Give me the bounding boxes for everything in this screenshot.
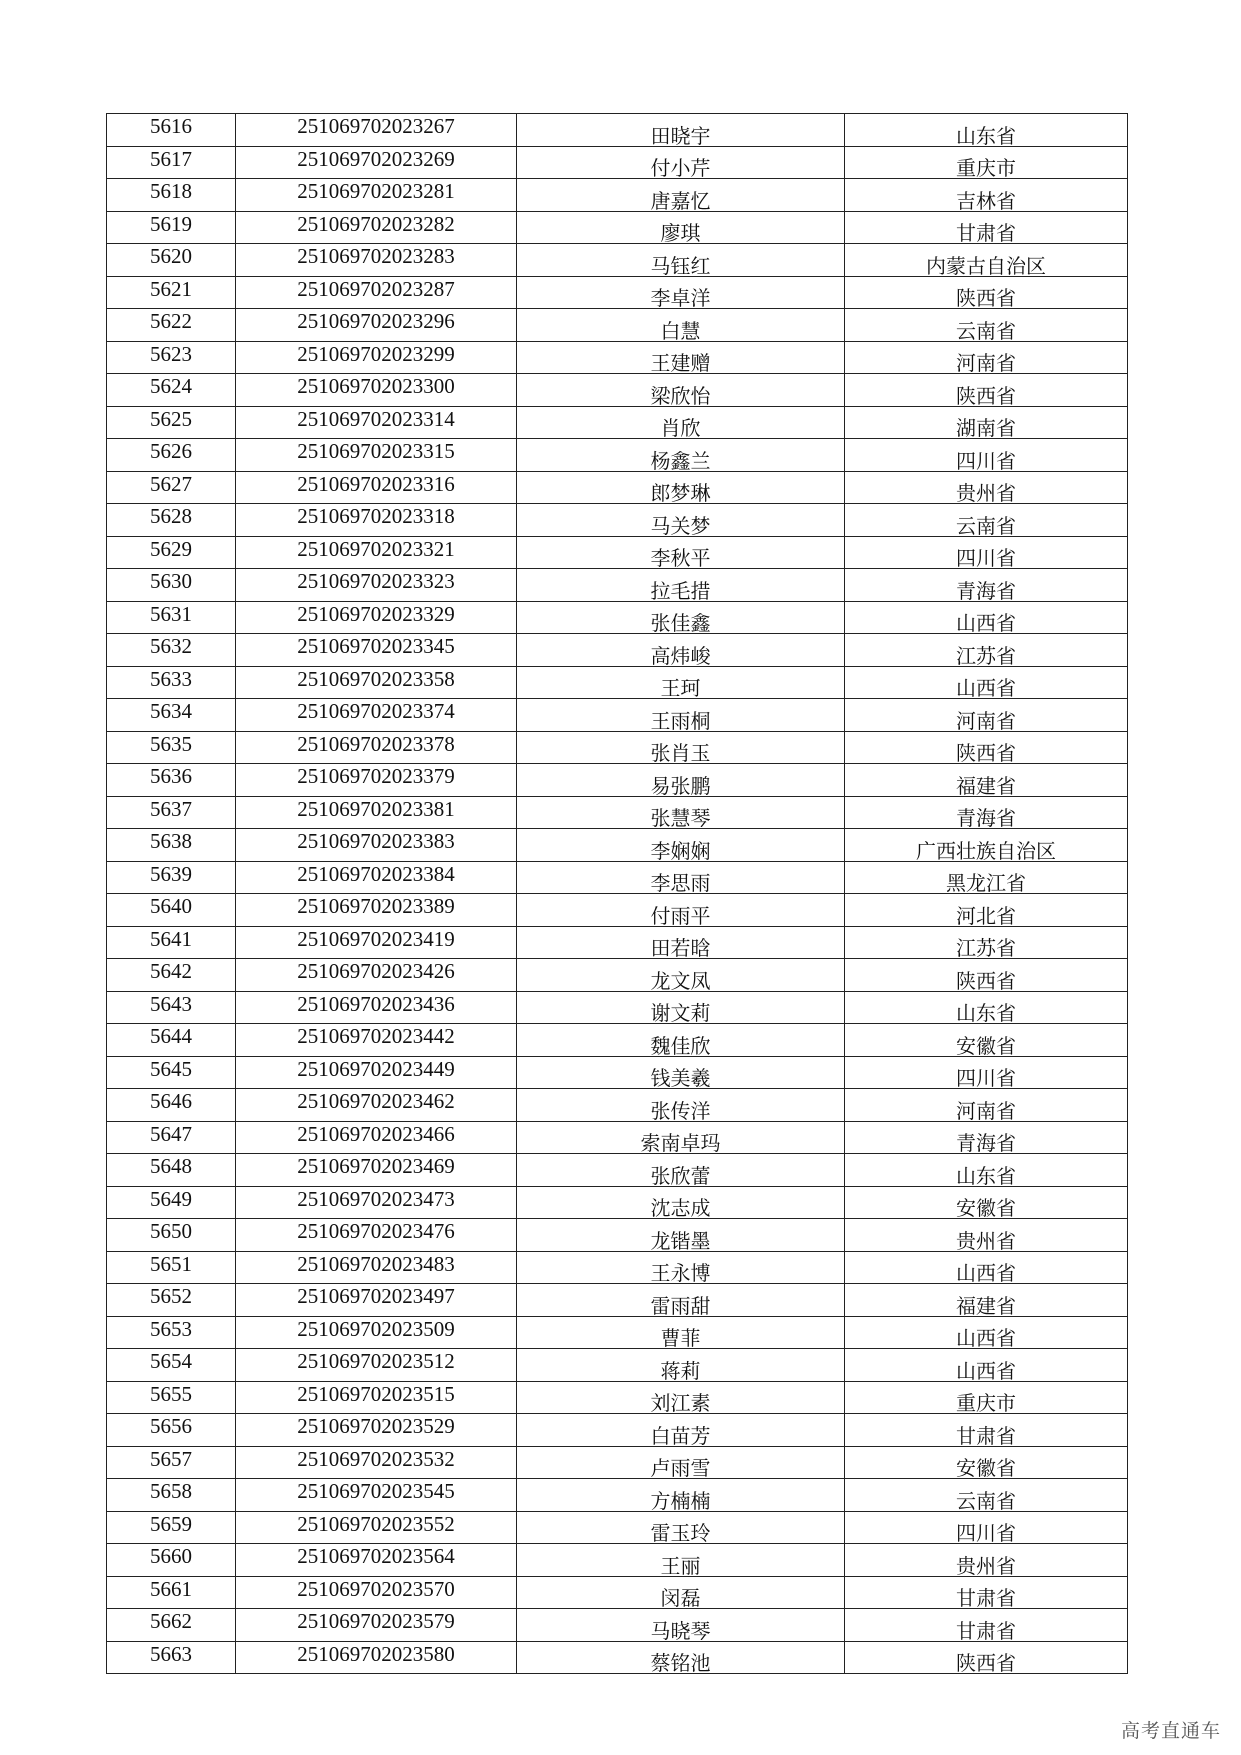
table-row — [107, 1641, 1128, 1674]
candidate-id-cell: 251069702023545 — [236, 1479, 517, 1512]
region-cell: 江苏省 — [845, 926, 1128, 959]
roster-table — [106, 113, 1128, 1674]
table-row — [107, 1056, 1128, 1089]
candidate-id-cell: 251069702023473 — [236, 1186, 517, 1219]
table-row — [107, 1349, 1128, 1382]
row-number-cell: 5662 — [107, 1609, 236, 1642]
candidate-id-cell: 251069702023287 — [236, 276, 517, 309]
candidate-id-cell: 251069702023358 — [236, 666, 517, 699]
table-row — [107, 959, 1128, 992]
table-row — [107, 1284, 1128, 1317]
region-cell: 内蒙古自治区 — [845, 244, 1128, 277]
candidate-id-cell: 251069702023462 — [236, 1089, 517, 1122]
region-cell: 山西省 — [845, 1316, 1128, 1349]
roster-table-body — [107, 114, 1128, 1674]
name-cell: 田若晗 — [517, 926, 845, 959]
candidate-id-cell: 251069702023466 — [236, 1121, 517, 1154]
table-row — [107, 764, 1128, 797]
region-cell: 安徽省 — [845, 1186, 1128, 1219]
name-cell: 李秋平 — [517, 536, 845, 569]
table-row — [107, 374, 1128, 407]
candidate-id-cell: 251069702023579 — [236, 1609, 517, 1642]
row-number-cell: 5642 — [107, 959, 236, 992]
candidate-id-cell: 251069702023442 — [236, 1024, 517, 1057]
name-cell: 闵磊 — [517, 1576, 845, 1609]
candidate-id-cell: 251069702023570 — [236, 1576, 517, 1609]
row-number-cell: 5645 — [107, 1056, 236, 1089]
region-cell: 黑龙江省 — [845, 861, 1128, 894]
region-cell: 云南省 — [845, 1479, 1128, 1512]
row-number-cell: 5628 — [107, 504, 236, 537]
row-number-cell: 5651 — [107, 1251, 236, 1284]
region-cell: 重庆市 — [845, 1381, 1128, 1414]
region-cell: 四川省 — [845, 439, 1128, 472]
row-number-cell: 5627 — [107, 471, 236, 504]
candidate-id-cell: 251069702023283 — [236, 244, 517, 277]
region-cell: 四川省 — [845, 536, 1128, 569]
table-row — [107, 601, 1128, 634]
candidate-id-cell: 251069702023426 — [236, 959, 517, 992]
row-number-cell: 5629 — [107, 536, 236, 569]
table-row — [107, 179, 1128, 212]
region-cell: 山东省 — [845, 1154, 1128, 1187]
row-number-cell: 5643 — [107, 991, 236, 1024]
candidate-id-cell: 251069702023296 — [236, 309, 517, 342]
region-cell: 四川省 — [845, 1056, 1128, 1089]
name-cell: 付雨平 — [517, 894, 845, 927]
name-cell: 蔡铭池 — [517, 1641, 845, 1674]
region-cell: 河南省 — [845, 1089, 1128, 1122]
row-number-cell: 5620 — [107, 244, 236, 277]
row-number-cell: 5656 — [107, 1414, 236, 1447]
name-cell: 张肖玉 — [517, 731, 845, 764]
table-row — [107, 504, 1128, 537]
row-number-cell: 5621 — [107, 276, 236, 309]
name-cell: 雷雨甜 — [517, 1284, 845, 1317]
region-cell: 贵州省 — [845, 1219, 1128, 1252]
row-number-cell: 5653 — [107, 1316, 236, 1349]
region-cell: 四川省 — [845, 1511, 1128, 1544]
candidate-id-cell: 251069702023318 — [236, 504, 517, 537]
table-row — [107, 309, 1128, 342]
table-row — [107, 1316, 1128, 1349]
name-cell: 付小芹 — [517, 146, 845, 179]
row-number-cell: 5622 — [107, 309, 236, 342]
row-number-cell: 5658 — [107, 1479, 236, 1512]
row-number-cell: 5638 — [107, 829, 236, 862]
row-number-cell: 5652 — [107, 1284, 236, 1317]
region-cell: 贵州省 — [845, 471, 1128, 504]
table-row — [107, 114, 1128, 147]
candidate-id-cell: 251069702023374 — [236, 699, 517, 732]
row-number-cell: 5650 — [107, 1219, 236, 1252]
candidate-id-cell: 251069702023419 — [236, 926, 517, 959]
region-cell: 山西省 — [845, 666, 1128, 699]
table-row — [107, 1251, 1128, 1284]
table-row — [107, 1544, 1128, 1577]
name-cell: 王珂 — [517, 666, 845, 699]
candidate-id-cell: 251069702023329 — [236, 601, 517, 634]
name-cell: 李卓洋 — [517, 276, 845, 309]
row-number-cell: 5634 — [107, 699, 236, 732]
table-row — [107, 536, 1128, 569]
name-cell: 高炜峻 — [517, 634, 845, 667]
name-cell: 肖欣 — [517, 406, 845, 439]
row-number-cell: 5618 — [107, 179, 236, 212]
candidate-id-cell: 251069702023512 — [236, 1349, 517, 1382]
name-cell: 李娴娴 — [517, 829, 845, 862]
candidate-id-cell: 251069702023436 — [236, 991, 517, 1024]
table-row — [107, 991, 1128, 1024]
region-cell: 青海省 — [845, 1121, 1128, 1154]
region-cell: 安徽省 — [845, 1446, 1128, 1479]
row-number-cell: 5623 — [107, 341, 236, 374]
candidate-id-cell: 251069702023323 — [236, 569, 517, 602]
row-number-cell: 5644 — [107, 1024, 236, 1057]
region-cell: 甘肃省 — [845, 1576, 1128, 1609]
name-cell: 郎梦琳 — [517, 471, 845, 504]
region-cell: 陕西省 — [845, 1641, 1128, 1674]
name-cell: 张传洋 — [517, 1089, 845, 1122]
row-number-cell: 5639 — [107, 861, 236, 894]
name-cell: 张欣蕾 — [517, 1154, 845, 1187]
candidate-id-cell: 251069702023316 — [236, 471, 517, 504]
table-row — [107, 1219, 1128, 1252]
row-number-cell: 5657 — [107, 1446, 236, 1479]
candidate-id-cell: 251069702023497 — [236, 1284, 517, 1317]
table-row — [107, 1089, 1128, 1122]
table-row — [107, 1381, 1128, 1414]
name-cell: 王建赠 — [517, 341, 845, 374]
name-cell: 索南卓玛 — [517, 1121, 845, 1154]
name-cell: 易张鹏 — [517, 764, 845, 797]
row-number-cell: 5637 — [107, 796, 236, 829]
table-row — [107, 406, 1128, 439]
region-cell: 河南省 — [845, 699, 1128, 732]
candidate-id-cell: 251069702023378 — [236, 731, 517, 764]
table-row — [107, 439, 1128, 472]
candidate-id-cell: 251069702023483 — [236, 1251, 517, 1284]
region-cell: 甘肃省 — [845, 211, 1128, 244]
row-number-cell: 5619 — [107, 211, 236, 244]
table-row — [107, 796, 1128, 829]
name-cell: 蒋莉 — [517, 1349, 845, 1382]
table-row — [107, 211, 1128, 244]
region-cell: 福建省 — [845, 764, 1128, 797]
region-cell: 福建省 — [845, 1284, 1128, 1317]
region-cell: 青海省 — [845, 569, 1128, 602]
table-row — [107, 894, 1128, 927]
region-cell: 云南省 — [845, 309, 1128, 342]
region-cell: 重庆市 — [845, 146, 1128, 179]
row-number-cell: 5630 — [107, 569, 236, 602]
region-cell: 山东省 — [845, 991, 1128, 1024]
table-row — [107, 634, 1128, 667]
region-cell: 山西省 — [845, 601, 1128, 634]
row-number-cell: 5640 — [107, 894, 236, 927]
candidate-id-cell: 251069702023449 — [236, 1056, 517, 1089]
candidate-id-cell: 251069702023282 — [236, 211, 517, 244]
table-row — [107, 1121, 1128, 1154]
name-cell: 王永博 — [517, 1251, 845, 1284]
candidate-id-cell: 251069702023300 — [236, 374, 517, 407]
table-row — [107, 1186, 1128, 1219]
name-cell: 方楠楠 — [517, 1479, 845, 1512]
name-cell: 谢文莉 — [517, 991, 845, 1024]
name-cell: 卢雨雪 — [517, 1446, 845, 1479]
name-cell: 田晓宇 — [517, 114, 845, 147]
row-number-cell: 5626 — [107, 439, 236, 472]
table-row — [107, 666, 1128, 699]
candidate-id-cell: 251069702023315 — [236, 439, 517, 472]
row-number-cell: 5632 — [107, 634, 236, 667]
row-number-cell: 5649 — [107, 1186, 236, 1219]
name-cell: 龙锴墨 — [517, 1219, 845, 1252]
table-row — [107, 861, 1128, 894]
candidate-id-cell: 251069702023269 — [236, 146, 517, 179]
name-cell: 王雨桐 — [517, 699, 845, 732]
name-cell: 刘江素 — [517, 1381, 845, 1414]
table-row — [107, 699, 1128, 732]
region-cell: 贵州省 — [845, 1544, 1128, 1577]
candidate-id-cell: 251069702023383 — [236, 829, 517, 862]
candidate-id-cell: 251069702023552 — [236, 1511, 517, 1544]
name-cell: 张慧琴 — [517, 796, 845, 829]
candidate-id-cell: 251069702023580 — [236, 1641, 517, 1674]
candidate-id-cell: 251069702023529 — [236, 1414, 517, 1447]
candidate-id-cell: 251069702023381 — [236, 796, 517, 829]
table-row — [107, 569, 1128, 602]
row-number-cell: 5625 — [107, 406, 236, 439]
candidate-id-cell: 251069702023281 — [236, 179, 517, 212]
candidate-id-cell: 251069702023314 — [236, 406, 517, 439]
name-cell: 沈志成 — [517, 1186, 845, 1219]
row-number-cell: 5661 — [107, 1576, 236, 1609]
region-cell: 广西壮族自治区 — [845, 829, 1128, 862]
row-number-cell: 5617 — [107, 146, 236, 179]
row-number-cell: 5647 — [107, 1121, 236, 1154]
region-cell: 甘肃省 — [845, 1414, 1128, 1447]
table-row — [107, 244, 1128, 277]
region-cell: 吉林省 — [845, 179, 1128, 212]
table-row — [107, 471, 1128, 504]
row-number-cell: 5616 — [107, 114, 236, 147]
name-cell: 拉毛措 — [517, 569, 845, 602]
row-number-cell: 5648 — [107, 1154, 236, 1187]
table-row — [107, 1154, 1128, 1187]
name-cell: 马钰红 — [517, 244, 845, 277]
row-number-cell: 5633 — [107, 666, 236, 699]
name-cell: 马晓琴 — [517, 1609, 845, 1642]
candidate-id-cell: 251069702023509 — [236, 1316, 517, 1349]
candidate-id-cell: 251069702023267 — [236, 114, 517, 147]
region-cell: 甘肃省 — [845, 1609, 1128, 1642]
region-cell: 青海省 — [845, 796, 1128, 829]
candidate-id-cell: 251069702023379 — [236, 764, 517, 797]
table-row — [107, 1609, 1128, 1642]
candidate-id-cell: 251069702023532 — [236, 1446, 517, 1479]
table-row — [107, 926, 1128, 959]
table-row — [107, 829, 1128, 862]
region-cell: 山东省 — [845, 114, 1128, 147]
name-cell: 杨鑫兰 — [517, 439, 845, 472]
name-cell: 魏佳欣 — [517, 1024, 845, 1057]
table-row — [107, 341, 1128, 374]
region-cell: 河北省 — [845, 894, 1128, 927]
name-cell: 白慧 — [517, 309, 845, 342]
region-cell: 陕西省 — [845, 731, 1128, 764]
candidate-id-cell: 251069702023345 — [236, 634, 517, 667]
table-row — [107, 1414, 1128, 1447]
region-cell: 湖南省 — [845, 406, 1128, 439]
name-cell: 马关梦 — [517, 504, 845, 537]
table-row — [107, 731, 1128, 764]
region-cell: 云南省 — [845, 504, 1128, 537]
row-number-cell: 5636 — [107, 764, 236, 797]
name-cell: 唐嘉忆 — [517, 179, 845, 212]
name-cell: 曹菲 — [517, 1316, 845, 1349]
table-row — [107, 1479, 1128, 1512]
candidate-id-cell: 251069702023321 — [236, 536, 517, 569]
name-cell: 龙文凤 — [517, 959, 845, 992]
table-row — [107, 146, 1128, 179]
name-cell: 王丽 — [517, 1544, 845, 1577]
row-number-cell: 5635 — [107, 731, 236, 764]
candidate-id-cell: 251069702023299 — [236, 341, 517, 374]
row-number-cell: 5660 — [107, 1544, 236, 1577]
region-cell: 安徽省 — [845, 1024, 1128, 1057]
candidate-id-cell: 251069702023476 — [236, 1219, 517, 1252]
watermark-text: 高考直通车 — [1120, 1720, 1221, 1742]
region-cell: 陕西省 — [845, 374, 1128, 407]
region-cell: 陕西省 — [845, 276, 1128, 309]
row-number-cell: 5659 — [107, 1511, 236, 1544]
row-number-cell: 5654 — [107, 1349, 236, 1382]
row-number-cell: 5646 — [107, 1089, 236, 1122]
name-cell: 白苗芳 — [517, 1414, 845, 1447]
row-number-cell: 5631 — [107, 601, 236, 634]
table-row — [107, 1511, 1128, 1544]
region-cell: 山西省 — [845, 1251, 1128, 1284]
name-cell: 钱美羲 — [517, 1056, 845, 1089]
table-row — [107, 1024, 1128, 1057]
table-row — [107, 1446, 1128, 1479]
region-cell: 陕西省 — [845, 959, 1128, 992]
name-cell: 李思雨 — [517, 861, 845, 894]
candidate-id-cell: 251069702023384 — [236, 861, 517, 894]
name-cell: 廖琪 — [517, 211, 845, 244]
region-cell: 山西省 — [845, 1349, 1128, 1382]
table-row — [107, 276, 1128, 309]
candidate-id-cell: 251069702023564 — [236, 1544, 517, 1577]
name-cell: 梁欣怡 — [517, 374, 845, 407]
candidate-id-cell: 251069702023389 — [236, 894, 517, 927]
region-cell: 江苏省 — [845, 634, 1128, 667]
region-cell: 河南省 — [845, 341, 1128, 374]
row-number-cell: 5624 — [107, 374, 236, 407]
row-number-cell: 5655 — [107, 1381, 236, 1414]
row-number-cell: 5641 — [107, 926, 236, 959]
table-row — [107, 1576, 1128, 1609]
name-cell: 雷玉玲 — [517, 1511, 845, 1544]
candidate-id-cell: 251069702023515 — [236, 1381, 517, 1414]
name-cell: 张佳鑫 — [517, 601, 845, 634]
row-number-cell: 5663 — [107, 1641, 236, 1674]
candidate-id-cell: 251069702023469 — [236, 1154, 517, 1187]
